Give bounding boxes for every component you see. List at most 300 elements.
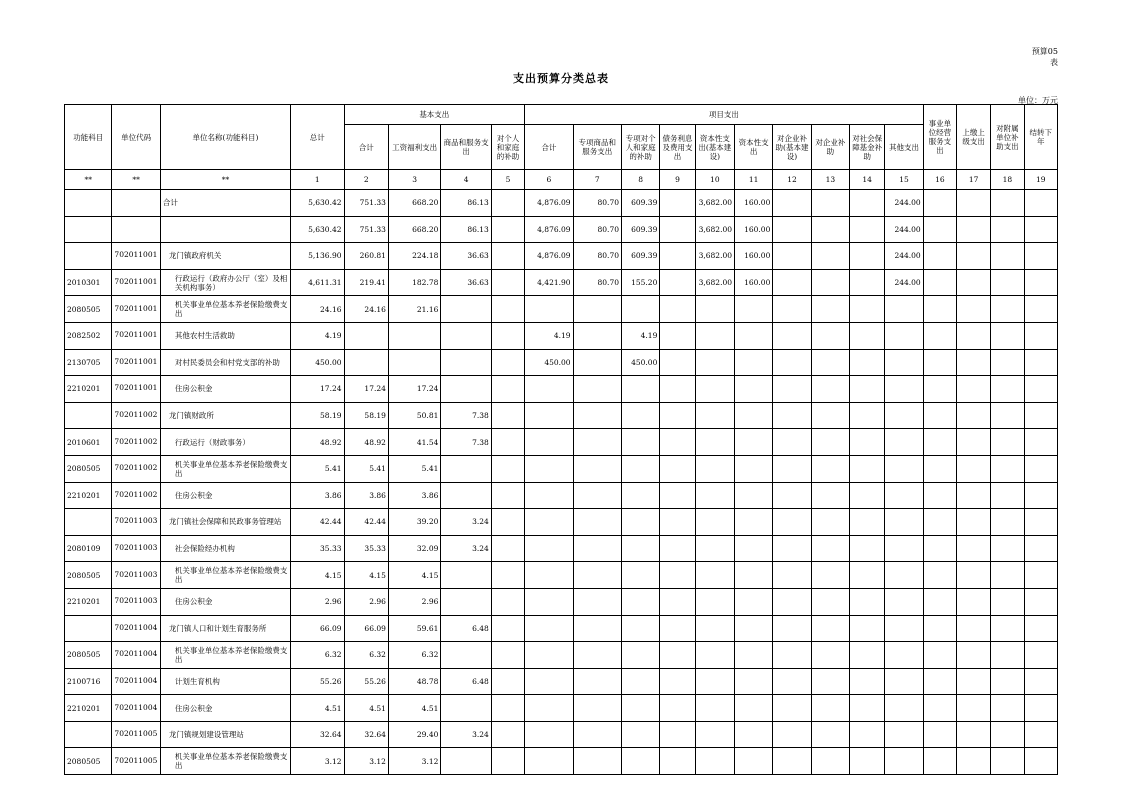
value-cell: 80.70 xyxy=(573,243,621,270)
value-cell xyxy=(695,349,734,376)
value-cell xyxy=(773,455,811,482)
value-cell xyxy=(1024,269,1057,296)
value-cell xyxy=(573,482,621,509)
value-cell: 244.00 xyxy=(885,190,923,217)
value-cell xyxy=(1024,721,1057,748)
header-wages: 工资福利支出 xyxy=(388,125,440,170)
column-index-cell: 8 xyxy=(622,170,660,190)
value-cell xyxy=(991,322,1024,349)
value-cell: 2.96 xyxy=(388,588,440,615)
value-cell xyxy=(850,721,885,748)
value-cell xyxy=(773,748,811,775)
value-cell xyxy=(573,668,621,695)
value-cell xyxy=(491,296,524,323)
value-cell: 4.15 xyxy=(388,562,440,589)
value-cell xyxy=(525,535,573,562)
value-cell xyxy=(491,322,524,349)
value-cell xyxy=(525,695,573,722)
table-row xyxy=(65,695,1058,722)
value-cell xyxy=(660,482,695,509)
unit-name-cell: 机关事业单位基本养老保险缴费支出 xyxy=(160,562,290,589)
value-cell xyxy=(773,296,811,323)
unit-code-cell: 702011003 xyxy=(112,509,160,536)
unit-code-cell: 702011002 xyxy=(112,482,160,509)
value-cell xyxy=(660,349,695,376)
value-cell xyxy=(735,349,773,376)
func-subject-cell: 2010601 xyxy=(65,429,112,456)
value-cell xyxy=(491,269,524,296)
unit-code-cell: 702011003 xyxy=(112,535,160,562)
value-cell xyxy=(956,482,990,509)
value-cell: 55.26 xyxy=(344,668,388,695)
value-cell xyxy=(991,695,1024,722)
value-cell xyxy=(811,190,849,217)
table-row xyxy=(65,429,1058,456)
value-cell: 86.13 xyxy=(441,190,491,217)
unit-name-cell: 龙门镇政府机关 xyxy=(160,243,290,270)
value-cell xyxy=(573,588,621,615)
value-cell xyxy=(660,668,695,695)
value-cell: 3,682.00 xyxy=(695,216,734,243)
value-cell: 2.96 xyxy=(344,588,388,615)
value-cell xyxy=(573,509,621,536)
value-cell xyxy=(573,695,621,722)
header-func-subject: 功能科目 xyxy=(65,105,112,170)
column-index-cell: 19 xyxy=(1024,170,1057,190)
value-cell xyxy=(695,482,734,509)
table-row xyxy=(65,615,1058,642)
value-cell xyxy=(525,588,573,615)
value-cell xyxy=(1024,562,1057,589)
value-cell xyxy=(850,402,885,429)
value-cell xyxy=(735,535,773,562)
value-cell xyxy=(923,190,956,217)
value-cell xyxy=(850,216,885,243)
value-cell xyxy=(660,642,695,669)
value-cell xyxy=(622,642,660,669)
table-row xyxy=(65,535,1058,562)
value-cell: 4.19 xyxy=(525,322,573,349)
header-to-individuals: 对个人和家庭的补助 xyxy=(491,125,524,170)
unit-code-cell xyxy=(112,216,160,243)
value-cell: 5,630.42 xyxy=(291,190,344,217)
value-cell xyxy=(695,535,734,562)
value-cell: 32.64 xyxy=(291,721,344,748)
value-cell: 450.00 xyxy=(525,349,573,376)
value-cell: 5,136.90 xyxy=(291,243,344,270)
value-cell xyxy=(441,349,491,376)
value-cell xyxy=(923,668,956,695)
value-cell xyxy=(525,429,573,456)
value-cell xyxy=(525,296,573,323)
value-cell xyxy=(885,695,923,722)
table-row xyxy=(65,402,1058,429)
value-cell xyxy=(660,615,695,642)
func-subject-cell xyxy=(65,216,112,243)
value-cell xyxy=(622,296,660,323)
value-cell xyxy=(695,509,734,536)
unit-code-cell: 702011004 xyxy=(112,615,160,642)
value-cell xyxy=(923,216,956,243)
column-index-cell: ** xyxy=(160,170,290,190)
value-cell: 42.44 xyxy=(291,509,344,536)
value-cell xyxy=(811,562,849,589)
value-cell xyxy=(956,349,990,376)
value-cell xyxy=(773,269,811,296)
value-cell: 5,630.42 xyxy=(291,216,344,243)
value-cell xyxy=(622,695,660,722)
value-cell xyxy=(525,615,573,642)
unit-code-cell: 702011005 xyxy=(112,748,160,775)
value-cell: 219.41 xyxy=(344,269,388,296)
value-cell xyxy=(850,429,885,456)
header-carry-over: 结转下年 xyxy=(1024,105,1057,170)
value-cell: 224.18 xyxy=(388,243,440,270)
value-cell xyxy=(1024,455,1057,482)
value-cell: 244.00 xyxy=(885,269,923,296)
value-cell: 4.51 xyxy=(291,695,344,722)
value-cell: 32.64 xyxy=(344,721,388,748)
header-upper-payment: 上缴上级支出 xyxy=(956,105,990,170)
unit-code-cell: 702011004 xyxy=(112,668,160,695)
value-cell xyxy=(885,376,923,403)
value-cell xyxy=(441,376,491,403)
table-row xyxy=(65,509,1058,536)
value-cell xyxy=(695,402,734,429)
value-cell xyxy=(956,695,990,722)
value-cell xyxy=(885,562,923,589)
unit-name-cell: 龙门镇规划建设管理站 xyxy=(160,721,290,748)
value-cell xyxy=(991,455,1024,482)
table-row xyxy=(65,455,1058,482)
value-cell xyxy=(441,695,491,722)
unit-name-cell: 行政运行（政府办公厅（室）及相关机构事务） xyxy=(160,269,290,296)
value-cell xyxy=(885,482,923,509)
value-cell xyxy=(1024,190,1057,217)
value-cell xyxy=(695,429,734,456)
value-cell xyxy=(885,588,923,615)
value-cell xyxy=(956,216,990,243)
value-cell xyxy=(622,721,660,748)
value-cell: 3.24 xyxy=(441,721,491,748)
value-cell xyxy=(811,402,849,429)
func-subject-cell xyxy=(65,402,112,429)
unit-name-cell: 龙门镇社会保障和民政事务管理站 xyxy=(160,509,290,536)
func-subject-cell xyxy=(65,190,112,217)
value-cell xyxy=(850,509,885,536)
value-cell xyxy=(811,296,849,323)
value-cell xyxy=(491,509,524,536)
value-cell xyxy=(1024,748,1057,775)
value-cell xyxy=(773,349,811,376)
column-index-cell: 14 xyxy=(850,170,885,190)
value-cell xyxy=(1024,642,1057,669)
value-cell: 2.96 xyxy=(291,588,344,615)
value-cell xyxy=(491,642,524,669)
value-cell xyxy=(773,482,811,509)
value-cell xyxy=(491,562,524,589)
value-cell xyxy=(991,243,1024,270)
value-cell xyxy=(735,695,773,722)
value-cell xyxy=(735,748,773,775)
value-cell: 668.20 xyxy=(388,190,440,217)
header-goods: 商品和服务支出 xyxy=(441,125,491,170)
value-cell xyxy=(660,695,695,722)
column-index-cell: 3 xyxy=(388,170,440,190)
value-cell xyxy=(923,695,956,722)
value-cell: 50.81 xyxy=(388,402,440,429)
value-cell xyxy=(991,509,1024,536)
unit-code-cell: 702011001 xyxy=(112,322,160,349)
value-cell: 3.24 xyxy=(441,509,491,536)
value-cell: 5.41 xyxy=(291,455,344,482)
value-cell xyxy=(811,748,849,775)
value-cell xyxy=(1024,402,1057,429)
value-cell xyxy=(850,190,885,217)
header-special-goods: 专项商品和服务支出 xyxy=(573,125,621,170)
value-cell xyxy=(491,429,524,456)
table-row xyxy=(65,668,1058,695)
value-cell: 4,421.90 xyxy=(525,269,573,296)
value-cell: 751.33 xyxy=(344,190,388,217)
value-cell xyxy=(991,535,1024,562)
value-cell: 244.00 xyxy=(885,216,923,243)
value-cell xyxy=(850,562,885,589)
value-cell xyxy=(773,509,811,536)
value-cell xyxy=(1024,243,1057,270)
unit-code-cell: 702011001 xyxy=(112,349,160,376)
value-cell xyxy=(885,296,923,323)
value-cell xyxy=(773,562,811,589)
value-cell xyxy=(735,322,773,349)
value-cell xyxy=(956,190,990,217)
value-cell xyxy=(956,642,990,669)
value-cell xyxy=(991,668,1024,695)
form-number-line1: 预算05 xyxy=(1031,47,1058,56)
value-cell: 6.32 xyxy=(291,642,344,669)
value-cell xyxy=(991,562,1024,589)
unit-name-cell: 合计 xyxy=(160,190,290,217)
func-subject-cell: 2080505 xyxy=(65,562,112,589)
value-cell xyxy=(991,296,1024,323)
value-cell xyxy=(660,721,695,748)
value-cell xyxy=(923,376,956,403)
value-cell xyxy=(923,455,956,482)
unit-name-cell: 住房公积金 xyxy=(160,482,290,509)
value-cell: 160.00 xyxy=(735,190,773,217)
value-cell xyxy=(441,455,491,482)
value-cell xyxy=(923,402,956,429)
table-row xyxy=(65,588,1058,615)
value-cell: 36.63 xyxy=(441,243,491,270)
value-cell xyxy=(622,668,660,695)
value-cell: 3.12 xyxy=(388,748,440,775)
header-ent-subsidy: 对企业补助 xyxy=(811,125,849,170)
table-row xyxy=(65,562,1058,589)
header-social-security: 对社会保障基金补助 xyxy=(850,125,885,170)
value-cell xyxy=(811,322,849,349)
value-cell xyxy=(991,190,1024,217)
value-cell xyxy=(885,509,923,536)
value-cell xyxy=(773,695,811,722)
value-cell xyxy=(344,322,388,349)
value-cell: 7.38 xyxy=(441,402,491,429)
value-cell xyxy=(923,322,956,349)
column-index-cell: 1 xyxy=(291,170,344,190)
value-cell: 4.51 xyxy=(344,695,388,722)
value-cell xyxy=(735,721,773,748)
value-cell xyxy=(735,429,773,456)
column-index-cell: ** xyxy=(112,170,160,190)
value-cell xyxy=(491,349,524,376)
unit-name-cell xyxy=(160,216,290,243)
value-cell xyxy=(491,748,524,775)
value-cell xyxy=(773,402,811,429)
value-cell xyxy=(773,376,811,403)
table-row xyxy=(65,721,1058,748)
header-ent-subsidy-build: 对企业补助(基本建设) xyxy=(773,125,811,170)
value-cell xyxy=(735,668,773,695)
value-cell xyxy=(923,349,956,376)
value-cell xyxy=(1024,588,1057,615)
unit-name-cell: 龙门镇财政所 xyxy=(160,402,290,429)
value-cell: 3.24 xyxy=(441,535,491,562)
value-cell xyxy=(811,429,849,456)
value-cell xyxy=(1024,509,1057,536)
value-cell xyxy=(850,695,885,722)
header-project: 项目支出 xyxy=(525,105,924,125)
unit-code-cell: 702011004 xyxy=(112,695,160,722)
form-number-label xyxy=(1032,46,1058,68)
header-unit-name: 单位名称(功能科目) xyxy=(160,105,290,170)
value-cell: 6.48 xyxy=(441,615,491,642)
func-subject-cell xyxy=(65,615,112,642)
value-cell xyxy=(735,509,773,536)
value-cell xyxy=(811,455,849,482)
value-cell xyxy=(695,721,734,748)
value-cell: 4.19 xyxy=(291,322,344,349)
column-index-cell: 12 xyxy=(773,170,811,190)
value-cell xyxy=(660,535,695,562)
value-cell xyxy=(622,376,660,403)
unit-code-cell: 702011002 xyxy=(112,402,160,429)
value-cell xyxy=(1024,349,1057,376)
value-cell xyxy=(525,721,573,748)
value-cell xyxy=(991,349,1024,376)
table-row xyxy=(65,376,1058,403)
value-cell: 3,682.00 xyxy=(695,269,734,296)
header-debt-interest: 债务利息及费用支出 xyxy=(660,125,695,170)
unit-code-cell: 702011002 xyxy=(112,455,160,482)
column-index-cell: 2 xyxy=(344,170,388,190)
func-subject-cell xyxy=(65,721,112,748)
value-cell xyxy=(735,376,773,403)
value-cell: 4.19 xyxy=(622,322,660,349)
value-cell xyxy=(735,588,773,615)
value-cell: 5.41 xyxy=(388,455,440,482)
value-cell xyxy=(660,562,695,589)
unit-code-cell: 702011001 xyxy=(112,376,160,403)
value-cell xyxy=(991,269,1024,296)
unit-code-cell: 702011003 xyxy=(112,562,160,589)
unit-code-cell xyxy=(112,190,160,217)
value-cell xyxy=(956,615,990,642)
table-row xyxy=(65,269,1058,296)
value-cell xyxy=(735,562,773,589)
unit-code-cell: 702011004 xyxy=(112,642,160,669)
column-index-row xyxy=(65,170,1058,190)
value-cell xyxy=(773,535,811,562)
value-cell xyxy=(735,615,773,642)
value-cell: 609.39 xyxy=(622,190,660,217)
table-row xyxy=(65,349,1058,376)
value-cell xyxy=(491,190,524,217)
value-cell xyxy=(885,349,923,376)
header-proj-sum: 合计 xyxy=(525,125,573,170)
value-cell xyxy=(344,349,388,376)
value-cell xyxy=(956,455,990,482)
func-subject-cell: 2130705 xyxy=(65,349,112,376)
value-cell xyxy=(811,269,849,296)
column-index-cell: 11 xyxy=(735,170,773,190)
value-cell: 450.00 xyxy=(291,349,344,376)
header-affiliated-subsidy: 对附属单位补助支出 xyxy=(991,105,1024,170)
value-cell: 80.70 xyxy=(573,190,621,217)
value-cell xyxy=(622,562,660,589)
func-subject-cell: 2210201 xyxy=(65,588,112,615)
value-cell xyxy=(850,535,885,562)
value-cell xyxy=(388,349,440,376)
value-cell xyxy=(850,615,885,642)
value-cell xyxy=(850,376,885,403)
value-cell: 80.70 xyxy=(573,216,621,243)
value-cell xyxy=(695,296,734,323)
value-cell xyxy=(491,402,524,429)
unit-label: 单位：万元 xyxy=(1018,96,1058,105)
value-cell xyxy=(773,588,811,615)
budget-table xyxy=(64,104,1058,775)
value-cell xyxy=(850,642,885,669)
value-cell xyxy=(811,216,849,243)
table-row xyxy=(65,642,1058,669)
value-cell xyxy=(573,429,621,456)
value-cell xyxy=(491,668,524,695)
value-cell xyxy=(923,535,956,562)
value-cell xyxy=(695,562,734,589)
value-cell: 3.86 xyxy=(344,482,388,509)
value-cell: 39.20 xyxy=(388,509,440,536)
value-cell: 17.24 xyxy=(344,376,388,403)
column-index-cell: ** xyxy=(65,170,112,190)
column-index-cell: 17 xyxy=(956,170,990,190)
value-cell xyxy=(850,243,885,270)
value-cell xyxy=(991,588,1024,615)
form-number-line2: 表 xyxy=(1050,58,1058,67)
value-cell xyxy=(441,322,491,349)
value-cell xyxy=(956,243,990,270)
value-cell xyxy=(956,509,990,536)
value-cell xyxy=(923,642,956,669)
column-index-cell: 13 xyxy=(811,170,849,190)
value-cell: 450.00 xyxy=(622,349,660,376)
value-cell xyxy=(573,562,621,589)
func-subject-cell: 2210201 xyxy=(65,482,112,509)
value-cell xyxy=(491,376,524,403)
value-cell xyxy=(491,721,524,748)
column-index-cell: 18 xyxy=(991,170,1024,190)
value-cell xyxy=(441,642,491,669)
value-cell xyxy=(695,455,734,482)
